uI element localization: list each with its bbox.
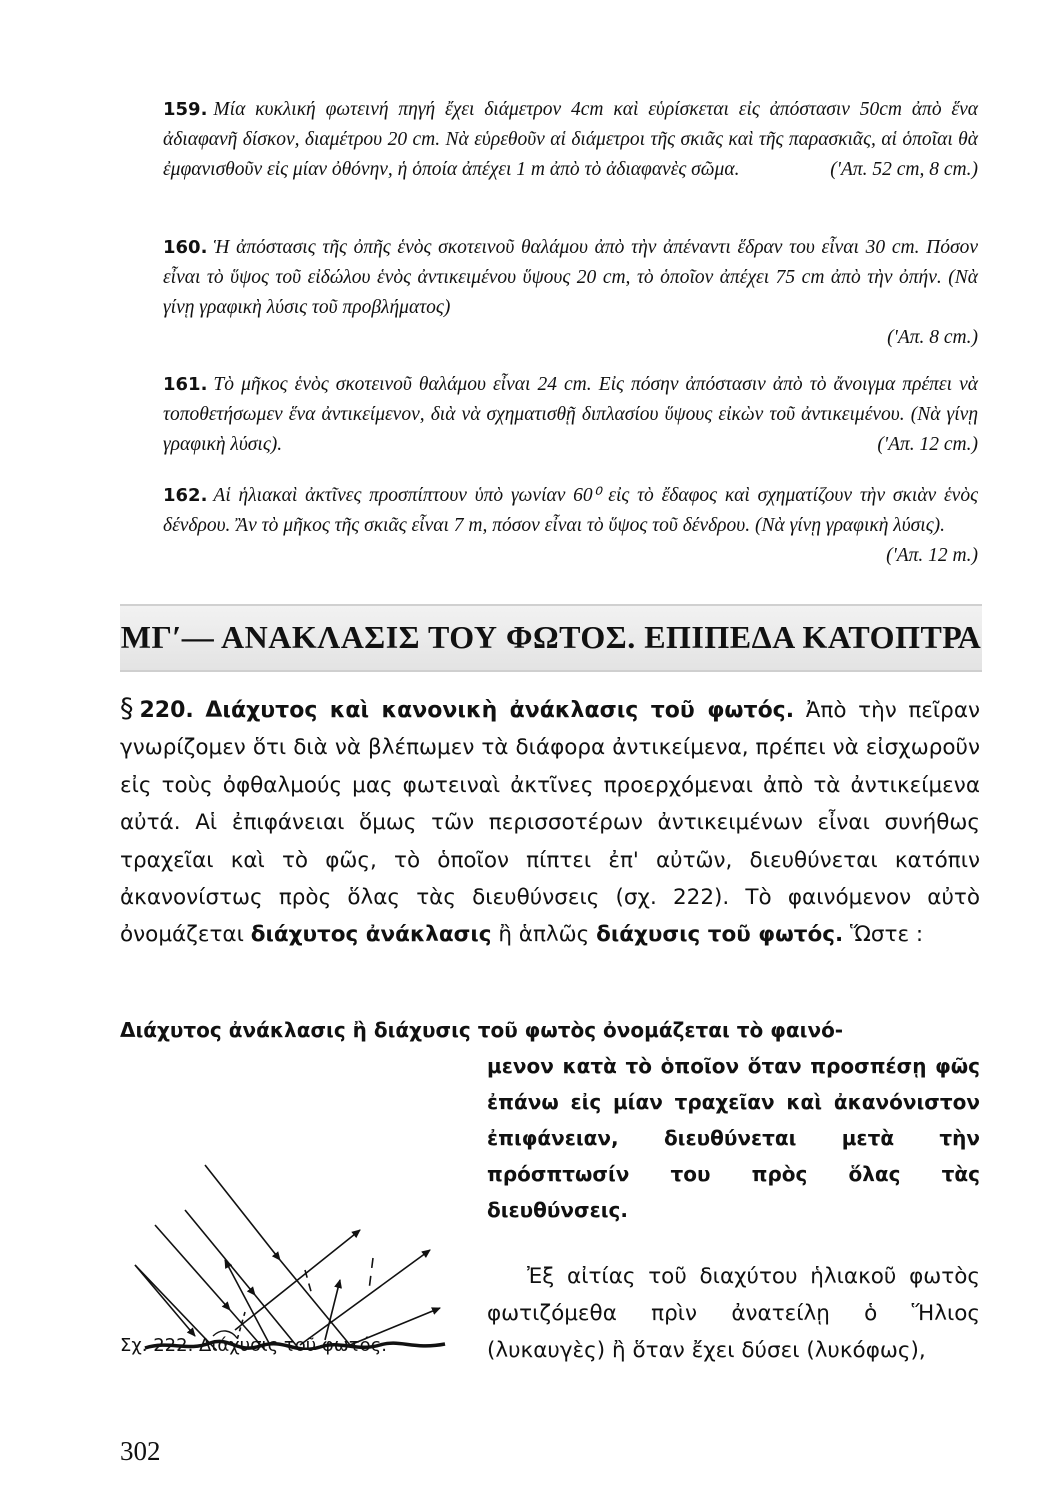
incident-ray: [135, 1265, 195, 1336]
section-220: [120, 690, 980, 954]
section-text: Ὥστε :: [850, 922, 924, 948]
incident-ray: [280, 1260, 350, 1345]
side-paragraph: Ἐξ αἰτίας τοῦ διαχύτου ἡλιακοῦ φωτὸς φωτιζόμεθα πρὶν ἀνατείλῃ ὁ Ἥλιος (λυκαυγὲς) ἢ ὅταν ἔχει δύσει (λυκόφως),: [487, 1264, 980, 1363]
section-text: Ἀπὸ τὴν πεῖραν γνωρίζομεν ὅτι διὰ νὰ βλέπωμεν τὰ διάφορα ἀντικείμενα, πρέπει νὰ εἰσχωροῦν εἰς τοὺς ὀφθαλμούς μας φωτειναὶ ἀκτῖνες προερχόμεναι ἀπὸ τὰ ἀντικείμενα αὐτά. Αἱ ἐπιφάνειαι ὅμως τῶν περισσοτέρων ἀντικειμένων εἶναι συνήθως τραχεῖαι καὶ τὸ φῶς, τὸ ὁποῖον πίπτει ἐπ' αὐτῶν, διευθύνεται κατόπιν ἀκανονίστως πρὸς ὅλας τὰς διευθύνσεις (σχ. 222). Τὸ φαινόμενον αὐτὸ ὀνομάζεται: [120, 698, 981, 948]
diffuse-reflection-figure: [125, 1140, 465, 1350]
figure-caption: Σχ. 222. Διάχυσις τοῦ φωτός.: [120, 1335, 387, 1356]
section-text: ἢ ἁπλῶς: [498, 922, 590, 948]
page-number: 302: [120, 1436, 161, 1466]
problem-text: Τὸ μῆκος ἑνὸς σκοτεινοῦ θαλάμου εἶναι 24 cm. Εἰς πόσην ἀπόστασιν ἀπὸ τὸ ἄνοιγμα πρέπει νὰ τοποθετήσωμεν ἕνα ἀντικείμενον, διὰ νὰ σχηματισθῇ διπλασίου ὕψους εἰκὼν τοῦ ἀντικειμένου. (Νὰ γίνῃ γραφικὴ λύσις).: [163, 374, 978, 455]
term-diffuse-reflection: διάχυτος ἀνάκλασις: [250, 922, 492, 948]
problem-number: 159.: [163, 99, 208, 120]
reflected-ray: [300, 1250, 430, 1345]
problem-159: [163, 95, 978, 185]
problem-number: 160.: [163, 237, 208, 258]
problem-162: [163, 481, 978, 571]
problem-number: 162.: [163, 485, 208, 506]
normal-line: [369, 1258, 373, 1290]
section-number: 220.: [139, 698, 194, 723]
incident-ray: [185, 1210, 255, 1295]
problem-answer: ('Απ. 12 m.): [886, 545, 978, 566]
problem-161: [163, 370, 978, 460]
term-diffusion: διάχυσις τοῦ φωτός.: [596, 922, 844, 948]
incident-ray: [205, 1165, 280, 1260]
problem-answer: ('Απ. 12 cm.): [877, 434, 978, 455]
definition-rest: μενον κατὰ τὸ ὁποῖον ὅταν προσπέσῃ φῶς ἐπάνω εἰς μίαν τραχεῖαν καὶ ἀκανόνιστον ἐπιφάνειαν, διευθύνεται μετὰ τὴν πρόσπτωσίν του πρὸς ὅλας τὰς διευθύνσεις.: [487, 1054, 980, 1222]
reflected-ray: [225, 1260, 270, 1345]
problem-text: Αἱ ἡλιακαὶ ἀκτῖνες προσπίπτουν ὑπὸ γωνίαν 60⁰ εἰς τὸ ἔδαφος καὶ σχηματίζουν τὴν σκιὰν ἑνὸς δένδρου. Ἂν τὸ μῆκος τῆς σκιᾶς εἶναι 7 m, πόσον εἶναι τὸ ὕψος τοῦ δένδρου. (Νὰ γίνῃ γραφικὴ λύσις).: [163, 485, 978, 536]
section-mark: §: [120, 693, 134, 724]
chapter-title: ΜΓ′— ΑΝΑΚΛΑΣΙΣ ΤΟΥ ΦΩΤΟΣ. ΕΠΙΠΕΔΑ ΚΑΤΟΠΤΡΑ: [120, 619, 982, 655]
chapter-banner: [120, 604, 982, 672]
section-heading: Διάχυτος καὶ κανονικὴ ἀνάκλασις τοῦ φωτός.: [205, 698, 795, 723]
problem-answer: ('Απ. 52 cm, 8 cm.): [830, 159, 978, 180]
problem-number: 161.: [163, 374, 208, 395]
problem-text: Ἡ ἀπόστασις τῆς ὀπῆς ἑνὸς σκοτεινοῦ θαλάμου ἀπὸ τὴν ἀπέναντι ἕδραν του εἶναι 30 cm. Πόσον εἶναι τὸ ὕψος τοῦ εἰδώλου ἑνὸς ἀντικειμένου ὕψους 20 cm, τὸ ὁποῖον ἀπέχει 75 cm ἀπὸ τὴν ὀπήν. (Νὰ γίνῃ γραφικὴ λύσις τοῦ προβλήματος): [163, 237, 978, 318]
problem-160: [163, 233, 978, 353]
problem-answer: ('Απ. 8 cm.): [887, 327, 978, 348]
problem-text: Μία κυκλική φωτεινή πηγή ἔχει διάμετρον 4cm καὶ εὑρίσκεται εἰς ἀπόστασιν 50cm ἀπὸ ἕνα ἀδιαφανῆ δίσκον, διαμέτρου 20 cm. Νὰ εὑρεθοῦν αἱ διάμετροι τῆς σκιᾶς καὶ τῆς παρασκιᾶς, αἱ ὁποῖαι θὰ ἐμφανισθοῦν εἰς μίαν ὀθόνην, ἡ ὁποία ἀπέχει 1 m ἀπὸ τὸ ἀδιαφανὲς σῶμα.: [163, 99, 978, 180]
definition-lead: Διάχυτος ἀνάκλασις ἢ διάχυσις τοῦ φωτὸς ὀνομάζεται τὸ φαινό-: [120, 1018, 844, 1042]
